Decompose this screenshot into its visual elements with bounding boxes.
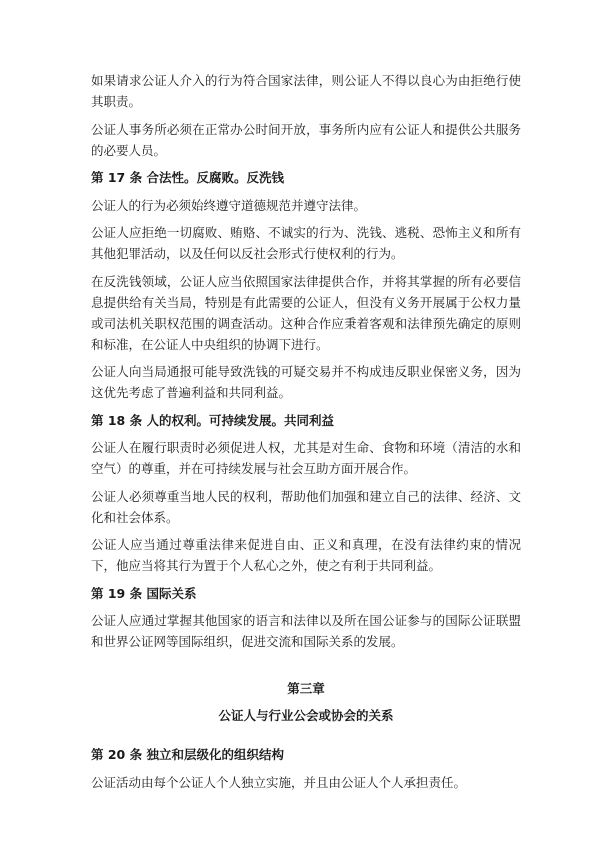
paragraph: 公证人必须尊重当地人民的权利，帮助他们加强和建立自己的法律、经济、文化和社会体系。: [91, 488, 521, 525]
paragraph: 公证人应当通过尊重法律来促进自由、正义和真理，在没有法律约束的情况下，他应当将其行为置于个人私心之外，使之有利于共同利益。: [91, 537, 521, 573]
chapter-number: 第三章: [287, 681, 325, 696]
paragraph: 公证人向当局通报可能导致洗钱的可疑交易并不构成违反职业保密义务，因为这优先考虑了普遍利益和共同利益。: [91, 364, 521, 400]
paragraph: 在反洗钱领域，公证人应当依照国家法律提供合作，并将其掌握的所有必要信息提供给有关当局，特别是有此需要的公证人，但没有义务开展属于公权力量或司法机关职权范围的调查活动。这种合作应秉着客观和法律预先确定的原则和标准，在公证人中央组织的协调下进行。: [91, 273, 521, 352]
paragraph: 公证人在履行职责时必须促进人权，尤其是对生命、食物和环境（清洁的水和空气）的尊重，并在可持续发展与社会互助方面开展合作。: [91, 440, 521, 476]
paragraph: 公证人应通过掌握其他国家的语言和法律以及所在国公证参与的国际公证联盟和世界公证网等国际组织，促进交流和国际关系的发展。: [91, 613, 521, 649]
article-heading: 第 20 条 独立和层级化的组织结构: [91, 747, 284, 762]
document-body: [91, 70, 521, 799]
chapter-title: 公证人与行业公会或协会的关系: [218, 708, 394, 723]
article-heading: 第 19 条 国际关系: [91, 585, 197, 601]
article-heading: 第 18 条 人的权利。可持续发展。共同利益: [91, 412, 334, 428]
paragraph: 公证人的行为必须始终遵守道德规范并遵守法律。: [91, 197, 367, 213]
article-heading: 第 17 条 合法性。反腐败。反洗钱: [91, 170, 284, 185]
paragraph: 公证人应拒绝一切腐败、贿赂、不诚实的行为、洗钱、逃税、恐怖主义和所有其他犯罪活动，以及任何以反社会形式行使权利的行为。: [91, 225, 521, 261]
paragraph: 公证活动由每个公证人个人独立实施，并且由公证人个人承担责任。: [91, 774, 467, 790]
paragraph: 公证人事务所必须在正常办公时间开放，事务所内应有公证人和提供公共服务的必要人员。: [91, 121, 521, 158]
paragraph: 如果请求公证人介入的行为符合国家法律，则公证人不得以良心为由拒绝行使其职责。: [91, 73, 521, 109]
